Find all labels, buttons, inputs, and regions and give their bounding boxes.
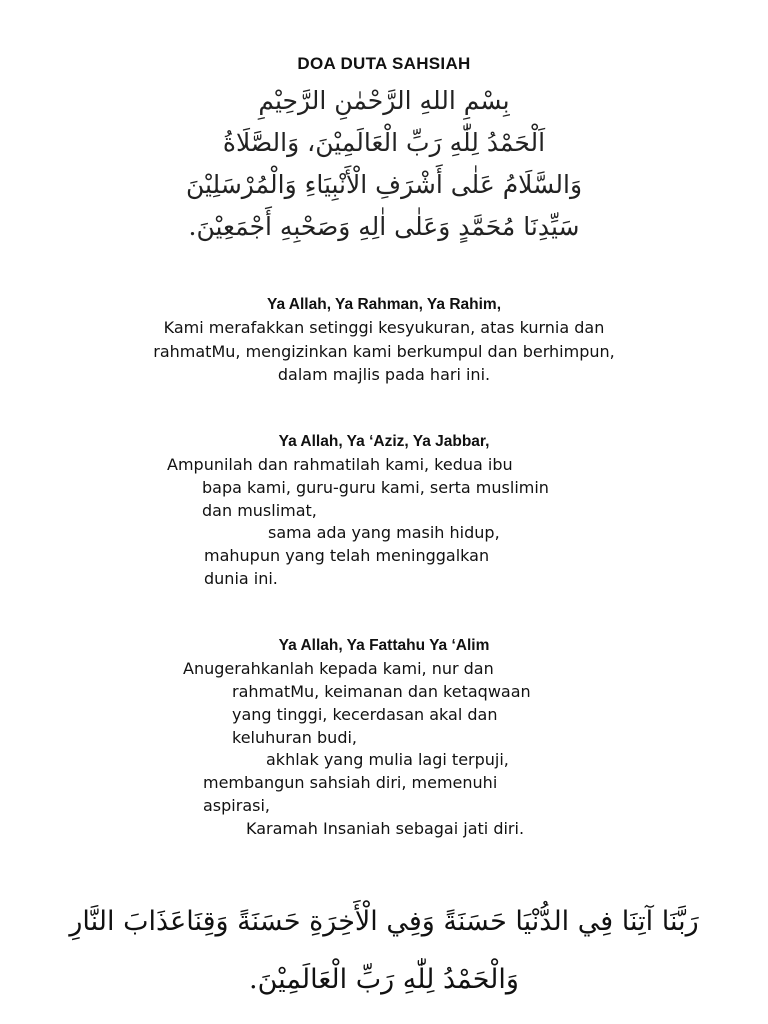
section-line: rahmatMu, mengizinkan kami berkumpul dan berhimpun,: [153, 342, 615, 361]
section-line: yang tinggi, kecerdasan akal dan: [232, 705, 498, 724]
section-line: keluhuran budi,: [232, 728, 357, 747]
arabic-closing-line-2: وَالْحَمْدُ لِلّٰهِ رَبِّ الْعَالَمِيْنَ.: [249, 964, 519, 995]
section-line: bapa kami, guru-guru kami, serta muslimin: [202, 478, 549, 497]
section-line: dan muslimat,: [202, 501, 317, 520]
section-line: Ampunilah dan rahmatilah kami, kedua ibu: [167, 455, 513, 474]
section-line: membangun sahsiah diri, memenuhi: [203, 773, 498, 792]
section-heading: Ya Allah, Ya Fattahu Ya ‘Alim: [278, 637, 490, 654]
section-line: dalam majlis pada hari ini.: [277, 365, 491, 384]
section-line: mahupun yang telah meninggalkan: [204, 546, 490, 565]
section-line: sama ada yang masih hidup,: [268, 523, 500, 542]
section-line: aspirasi,: [203, 796, 270, 815]
section-heading: Ya Allah, Ya Rahman, Ya Rahim,: [266, 296, 502, 313]
arabic-line-bismillah: بِسْمِ اللهِ الرَّحْمٰنِ الرَّحِيْمِ: [258, 86, 510, 115]
arabic-closing-line-1: رَبَّنَا آتِنَا فِي الدُّنْيَا حَسَنَةً وَفِي الْأَخِرَةِ حَسَنَةً وَقِنَاعَذَابَ النَّارِ: [69, 906, 699, 937]
section-line: Anugerahkanlah kepada kami, nur dan: [183, 659, 494, 678]
section-line: dunia ini.: [204, 569, 278, 588]
section-line: rahmatMu, keimanan dan ketaqwaan: [232, 682, 531, 701]
section-heading: Ya Allah, Ya ‘Aziz, Ya Jabbar,: [278, 433, 490, 450]
arabic-line-4: سَيِّدِنَا مُحَمَّدٍ وَعَلٰى اٰلِهِ وَصَحْبِهِ أَجْمَعِيْنَ.: [188, 212, 580, 241]
section-line: Kami merafakkan setinggi kesyukuran, atas kurnia dan: [163, 318, 605, 337]
section-line: akhlak yang mulia lagi terpuji,: [266, 750, 509, 769]
section-line: Karamah Insaniah sebagai jati diri.: [246, 819, 525, 838]
document-title: DOA DUTA SAHSIAH: [297, 54, 471, 73]
arabic-line-2: اَلْحَمْدُ لِلّٰهِ رَبِّ الْعَالَمِيْنَ، وَالصَّلَاةُ: [222, 128, 546, 157]
arabic-line-3: وَالسَّلَامُ عَلٰى أَشْرَفِ الْأَنْبِيَاءِ وَالْمُرْسَلِيْنَ: [185, 170, 583, 199]
